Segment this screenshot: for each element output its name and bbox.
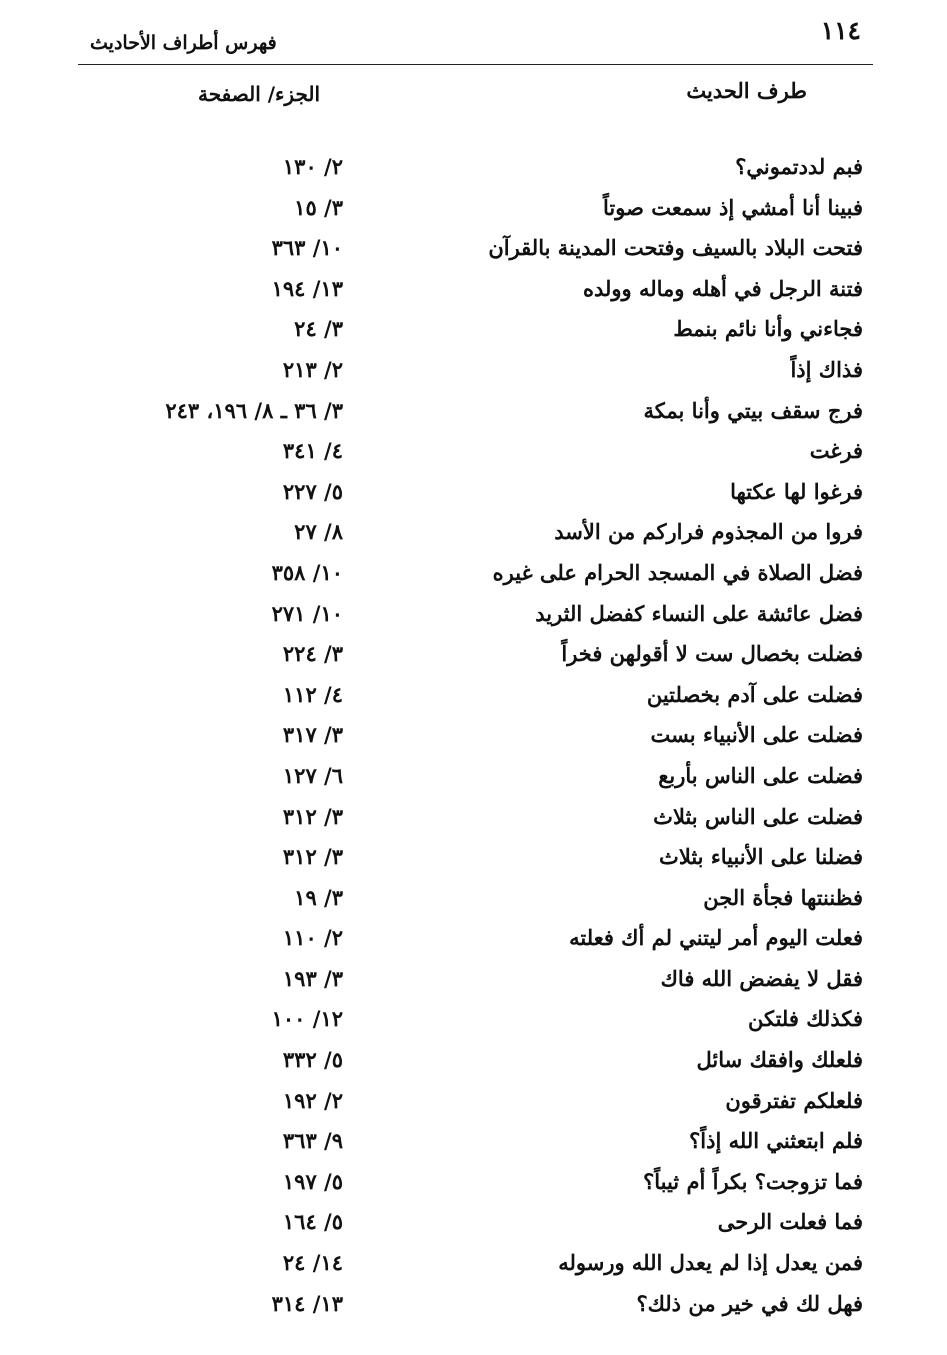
hadith-text: فروا من المجذوم فراركم من الأسد bbox=[554, 519, 863, 545]
hadith-text: فضلت على الناس بثلاث bbox=[653, 803, 863, 829]
volume-page-reference: ٣/ ٣١٧ bbox=[282, 722, 343, 748]
volume-page-reference: ٢/ ١٣٠ bbox=[282, 154, 343, 179]
hadith-text: فجاءني وأنا نائم بنمط bbox=[673, 316, 863, 342]
index-entry bbox=[78, 515, 873, 556]
index-entry bbox=[78, 1043, 873, 1084]
volume-page-reference: ٤/ ١١٢ bbox=[282, 681, 343, 707]
index-entry bbox=[78, 759, 873, 800]
index-entry bbox=[78, 150, 873, 191]
volume-page-reference: ٩/ ٣٦٣ bbox=[282, 1128, 343, 1154]
volume-page-reference: ٣/ ٣٦ ـ ٨/ ١٩٦، ٢٤٣ bbox=[165, 397, 343, 423]
hadith-text: فضل عائشة على النساء كفضل الثريد bbox=[535, 600, 863, 626]
volume-page-reference: ١٣/ ٣١٤ bbox=[271, 1290, 343, 1316]
volume-page-reference: ٨/ ٢٧ bbox=[294, 519, 343, 545]
volume-page-reference: ٤/ ٣٤١ bbox=[282, 438, 343, 464]
volume-page-reference: ٢/ ٢١٣ bbox=[282, 356, 343, 382]
hadith-text: فما فعلت الرحى bbox=[717, 1209, 863, 1235]
volume-page-reference: ٣/ ١٥ bbox=[294, 194, 343, 220]
hadith-text: فبينا أنا أمشي إذ سمعت صوتاً bbox=[603, 194, 863, 220]
hadith-text: فهل لك في خير من ذلك؟ bbox=[636, 1290, 863, 1316]
index-entry bbox=[78, 1287, 873, 1328]
volume-page-reference: ١٠/ ٣٥٨ bbox=[271, 559, 343, 585]
volume-page-reference: ٥/ ١٩٧ bbox=[282, 1168, 343, 1194]
index-entry bbox=[78, 231, 873, 272]
volume-page-reference: ٥/ ٣٣٢ bbox=[282, 1047, 343, 1073]
hadith-text: فضل الصلاة في المسجد الحرام على غيره bbox=[492, 559, 863, 585]
hadith-text: فتحت البلاد بالسيف وفتحت المدينة بالقرآن bbox=[488, 235, 863, 261]
index-entry bbox=[78, 394, 873, 435]
volume-page-reference: ٥/ ١٦٤ bbox=[282, 1209, 343, 1235]
index-entry bbox=[78, 800, 873, 841]
index-entry bbox=[78, 1165, 873, 1206]
hadith-text: فرغت bbox=[809, 438, 863, 464]
volume-page-reference: ٣/ ٢٤ bbox=[294, 316, 343, 342]
index-entry bbox=[78, 962, 873, 1003]
hadith-text: فضلت على آدم بخصلتين bbox=[646, 681, 863, 707]
hadith-index-list bbox=[78, 150, 873, 1327]
index-entry bbox=[78, 840, 873, 881]
volume-page-reference: ٣/ ٢٢٤ bbox=[282, 641, 343, 667]
index-entry bbox=[78, 353, 873, 394]
column-header-volume-page: الجزء/ الصفحة bbox=[198, 82, 321, 106]
hadith-text: فعلت اليوم أمر ليتني لم أك فعلته bbox=[569, 925, 863, 951]
hadith-text: فتنة الرجل في أهله وماله وولده bbox=[582, 275, 863, 301]
index-entry bbox=[78, 678, 873, 719]
volume-page-reference: ١٠/ ٢٧١ bbox=[271, 600, 343, 626]
hadith-text: فلم ابتعثني الله إذاً؟ bbox=[689, 1128, 863, 1154]
hadith-text: فضلنا على الأنبياء بثلاث bbox=[659, 844, 863, 870]
index-entry bbox=[78, 1124, 873, 1165]
hadith-text: فرج سقف بيتي وأنا بمكة bbox=[643, 397, 863, 423]
page-number: ١١٤ bbox=[820, 16, 861, 45]
hadith-text: فلعلك وافقك سائل bbox=[696, 1047, 863, 1073]
index-entry bbox=[78, 434, 873, 475]
index-entry bbox=[78, 881, 873, 922]
hadith-text: فظننتها فجأة الجن bbox=[703, 884, 863, 910]
volume-page-reference: ٢/ ١١٠ bbox=[282, 925, 343, 951]
hadith-text: فمن يعدل إذا لم يعدل الله ورسوله bbox=[558, 1250, 863, 1276]
volume-page-reference: ١٢/ ١٠٠ bbox=[271, 1006, 343, 1032]
volume-page-reference: ٣/ ١٩ bbox=[294, 884, 343, 910]
index-entry bbox=[78, 1246, 873, 1287]
index-entry bbox=[78, 1002, 873, 1043]
header-divider bbox=[78, 64, 873, 65]
index-entry bbox=[78, 718, 873, 759]
hadith-text: فضلت بخصال ست لا أقولهن فخراً bbox=[561, 641, 863, 667]
volume-page-reference: ٣/ ٣١٢ bbox=[282, 844, 343, 870]
index-entry bbox=[78, 597, 873, 638]
index-entry bbox=[78, 556, 873, 597]
hadith-text: فضلت على الأنبياء بست bbox=[650, 722, 863, 748]
index-entry bbox=[78, 475, 873, 516]
volume-page-reference: ١٠/ ٣٦٣ bbox=[271, 235, 343, 261]
hadith-text: فضلت على الناس بأربع bbox=[658, 762, 863, 788]
running-title: فهرس أطراف الأحاديث bbox=[90, 32, 277, 54]
index-entry bbox=[78, 1205, 873, 1246]
hadith-text: فذاك إذاً bbox=[790, 356, 863, 382]
hadith-text: فقل لا يفضض الله فاك bbox=[660, 965, 863, 991]
index-entry bbox=[78, 1084, 873, 1125]
volume-page-reference: ١٤/ ٢٤ bbox=[282, 1250, 343, 1276]
volume-page-reference: ٢/ ١٩٢ bbox=[282, 1087, 343, 1113]
volume-page-reference: ٦/ ١٢٧ bbox=[282, 762, 343, 788]
hadith-text: فرغوا لها عكتها bbox=[730, 478, 863, 504]
index-entry bbox=[78, 921, 873, 962]
volume-page-reference: ٣/ ١٩٣ bbox=[282, 965, 343, 991]
index-entry bbox=[78, 637, 873, 678]
volume-page-reference: ٥/ ٢٢٧ bbox=[282, 478, 343, 504]
volume-page-reference: ٣/ ٣١٢ bbox=[282, 803, 343, 829]
index-entry bbox=[78, 312, 873, 353]
hadith-text: فما تزوجت؟ بكراً أم ثيباً؟ bbox=[643, 1168, 863, 1194]
index-entry bbox=[78, 191, 873, 232]
volume-page-reference: ١٣/ ١٩٤ bbox=[271, 275, 343, 301]
column-header-hadith: طرف الحديث bbox=[686, 78, 807, 103]
hadith-text: فبم لددتموني؟ bbox=[735, 154, 863, 179]
hadith-text: فلعلكم تفترقون bbox=[725, 1087, 863, 1113]
hadith-text: فكذلك فلتكن bbox=[748, 1006, 863, 1032]
index-entry bbox=[78, 272, 873, 313]
